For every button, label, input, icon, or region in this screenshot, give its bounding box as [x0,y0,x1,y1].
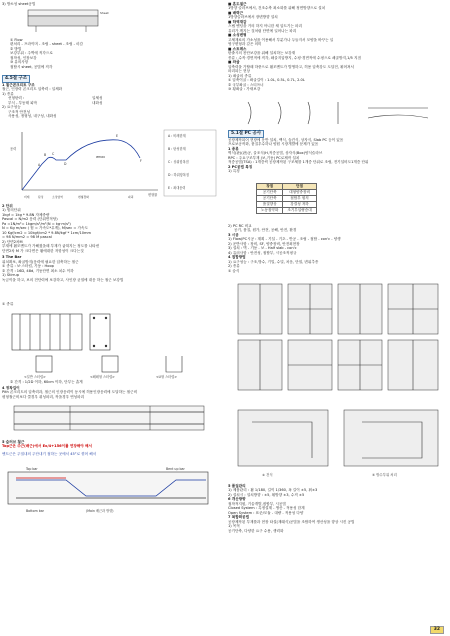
text-line: 공장제작된 부재를과 현장 타설(재래식)공법을 조합하여 생산성을 향상 시킨 공법 [228,519,355,524]
subsection-title: 7 복합화공법 [228,515,250,520]
caption: ① 종류 [2,302,14,306]
text-line: 철근, 인장력 콘크리트 압축력 : 일체화 [2,87,63,92]
item: 접착성, 인장보강 [10,55,37,60]
table-cell: 단점 [283,184,316,190]
buckling-diagram [238,100,438,126]
subsection-title: 4 정착길이 [2,386,20,390]
text-line: 유리가 깨지는 것처럼 단면에 일어나는 파괴 [228,28,297,33]
section-tag-4-5: 4.5절 구조 [2,75,30,83]
table-cell: 장점 [257,184,283,190]
text-line: 사용성, 정형성, 내구성, 내화성 [8,114,57,119]
text-line: 1방향슬라브에서 장변방향 설치 [228,15,278,20]
joint-caption: ③ 방수부위 처리 [372,473,397,477]
table-cell: 노동집약화 [257,208,283,214]
subsection-title: 4 접합방법 [228,255,246,260]
slab-label: Bent up bar [166,467,185,471]
text-line: 고체재료의 가소성을 이용해서 부분가나 두들겨서 모양을 바꾸는 일 [228,37,334,42]
text-line: ① 습식 [228,268,240,273]
slab-label: Bottom bar [26,509,44,513]
text-line: 탄출시의 찬단보강을 위해 설치하는 보강재 [228,51,296,56]
table-cell: 조기투입량증대 [283,208,316,214]
point-c: C [52,152,55,156]
text-line: 2) 요구성능 [2,105,21,110]
text-fragment: 부식 - 부동태 피막 [8,100,38,105]
text-line: 1) Flow(PC시공 : 계획 - 기설 - 기초 - 반공 - 조립 - 접합 - con'c - 양생 [228,237,341,242]
text-fragment: 선형탄력 : [8,96,25,101]
slab-label: (Main 배근과 방향) [86,509,114,513]
subsection-title: 6 개산방향 [228,497,246,502]
text-line: = 98 N/mm2 = 98 M pascal [2,235,52,240]
text-line: 영구변형과 같은 의미 [228,42,262,47]
axis-region: 소성영역 [52,195,63,199]
definition-term: ■ 좌굴 [228,60,240,65]
text-line: Pascal = N/m2 응력 (단위면적당) [2,217,58,222]
subsection-title: 2 PC공법 특징 [228,164,253,169]
text-line: 1) 요구성능 : 구조,방수, 기밀, 수밀, 차음, 단열, 변위추종 [228,259,319,264]
text-line: 종류 : 수직·경면적에 직각, 쇄골지압방지, 수평·경면적에 수평으로 쇄골방지,1/5 지점 [228,55,361,60]
subsection-title: 5 품질관리 [228,484,246,488]
text-fragment: 내화성 [92,100,103,105]
text-line: ① 종류 : 보·스터럽, 기둥 : Hoop [2,264,54,269]
subsection-title: 2 단위 [2,204,13,208]
axis-region: 탄성 [38,195,44,199]
table-cell: 공기단축 [257,196,283,202]
page-number: 32 [430,626,444,634]
text-line: RPC : 주요구조부재 (보,기둥) PC로제작 설치 [228,155,300,160]
definition-term: ■ 스트레스 [228,46,247,51]
text-line: 1) 목적 [228,524,240,529]
subsection-title: 1 철근콘크리트 구조 [2,83,35,87]
text-line: N = Kg m/sec ( 힘 = 가속도*무게), M/sec = 가속도 [2,226,88,231]
definition-term: ■ 흔도절근 [228,2,247,6]
item: ② 방법 [10,46,22,51]
text-line: 2) 종류 [228,264,240,269]
subsection-title: 5 슬러브 철근 [2,440,25,444]
text-line: ② 간격 : 1/2D 이하, 60cm 이하, 단부는 촘게 [10,380,83,384]
point-e: E [116,134,119,138]
legend-item: D : 하위항복점 [168,173,189,177]
definitions-list [228,2,446,92]
sigma-max: σmax [96,155,105,159]
stress-strain-graph [8,128,218,200]
text-line: Pa =1N/m²= 1kgm/s²/m²(N = kg·m/s²) [2,221,71,226]
text-line: 4) 유의사항 : 안전성, 접합부, 시공조직평규 [228,250,297,255]
highlight-text: 벤트근은 주열내의 주단내기 접하는 곳에서 45°로 꺾어 해서 [2,451,97,456]
point-b: B [44,153,47,157]
legend-item: C : 상위항복점 [168,160,189,164]
table-cell: 접합부 원칙 [283,196,316,202]
text-line: 스냅 벤딩을 거의 하지 아니한 채 압트기는 파괴 [228,24,302,29]
text-line: 2) 단면2차M [2,239,23,244]
item: 보강부위 : 주벽에 직각으로 [10,51,53,56]
sheet-diagram [26,6,109,34]
section-tag-5-1: 5.1절 PC 공사 [228,130,264,138]
stirrup-label: <U형 스터럽> [156,375,178,379]
point-a: A [38,163,41,167]
pc-quality [228,484,446,533]
text-line: 3) 설치 : 벽 - 기둥 - 보 - Half slab - con'c [228,246,297,251]
text-line: 2) 설치시 : 설치방향 : ±5, 휘방향 ±3, 수직 ±5 [228,492,305,497]
table-cell: 대형양중장비 [283,190,316,196]
table-cell: 품질향상 [257,202,283,208]
text-line: 부재에 휨모멘트가 가해졌을때 부재가 굽혀지는 정도를 나타낸 [2,244,100,249]
text-line: Closed System : 특정설계 - 생산 - 적용성 한계 [228,506,305,511]
table-cell: 공기단축 [257,190,283,196]
subsection-title: 3 시공 [228,232,239,237]
text-line: 공기, 품질, 원가, 안전, 공해, 안전, 환경 [234,228,297,233]
highlight-text: Top근은 주근(배근)에서 Ex/4+156이를 연장해야 해서 [2,444,92,449]
joint-caption: ② 건식 [262,473,273,477]
stirrup-label: <폐쇄형 스터럽> [90,375,115,379]
text-line: 단면2차 M 가 크다면은 휨에대한 저항성이 크다는것 [2,248,84,253]
text-line: 공장제작되어 현장에 운반 설치, 백식, 습건식, 상자식, Slab PC 등이 있음 [228,138,344,142]
text-line: ② 간격 : 16D, 48d, 기둥단면 최소 치수 이하 [2,268,74,273]
text-line: 평형철근비보다 클경우 취성파괴, 작을경우 연성파괴 [2,394,85,399]
axis-region: 변형경화 [78,195,89,199]
text-line: 접착적지원, 기술개발,접합부, 시공법 [228,501,286,506]
text-line: 2) PC RC 비교 [228,224,252,228]
stirrup-label: <일반 스터럽> [24,375,46,379]
slab-diagram [6,462,216,522]
text-line: 1) 종류 [2,91,14,96]
pc-section [228,138,446,174]
stirrup-diagram [6,310,216,378]
text-line: Pith 콘크리트의 압축력과, 철근의 인장응력이 동시에 허용인장응력에 도달하는 철근비 [2,390,138,395]
subsection-title: 3 The Bar [2,255,22,260]
item: ③ 유의사항 [10,60,29,65]
pc-construction [228,224,446,273]
table-row [257,208,317,214]
text-line: 프로보공작화, 품질우수하나 양원 시장개발에 문제가 있음 [228,142,319,147]
x-axis-label: 변형률 [148,193,158,197]
point-d: D [64,162,67,166]
text-line: 1) 좌굴의 종류 [228,73,252,78]
table-cell: 강결성 저하 [283,202,316,208]
item: 접합시 sheet, 공법에 직각 [10,64,53,69]
text-line: 1방향 슬라브에서, 건조수축 최소화를 위해 정면방향으로 설치 [228,6,326,11]
item: ① Flow [10,38,23,42]
y-axis-label: 응력 [10,147,17,151]
subsection-title: 1 종류 [228,146,239,151]
slab-label: Top bar [26,467,38,471]
text-line: 위치확보, 좌굴방지(응력에 필요한 압축하는 철근 [2,259,79,264]
item: 편처리 - 프라이머 - 조립 - sheet - 조립 - 마감 [10,42,84,47]
text-line: 1) 힘의단위 [2,208,21,213]
svg-text:Sheet: Sheet [100,11,109,15]
text-line: 벽식(판)(판)공, 골조식(H,적층공법, 상자식(Box)양식슬라브 [228,151,323,156]
text-line: 적층공법(TSA) : 1개층씩 공장제작된 구조체를 1개층 단위로 조립, 전기설비도1개층 단위 [228,160,369,165]
point-f: F [140,159,142,163]
axis-region: 파괴 [128,195,134,199]
text-line: 공기단축, 다양한 요구 수용, 생력화 [228,528,284,533]
text-line: ③ 횡좌굴 : 가새보강 [228,87,261,92]
anchorage-diagram [10,402,210,436]
text-line: Open System : 표준/모듈 - 대량 - 적용성 다양 [228,510,304,515]
text-line: 파괴되는 현상 [228,69,250,74]
pc-comparison-table [256,183,317,214]
text-line: 1kgf = 1kg * 9.8N 자체중량 [2,212,50,217]
text-line: 1) Stirrup [2,273,19,278]
legend-item: B : 탄성한계 [168,147,186,151]
text-line: 2) 운반사항 : 장비, SF, 양중장비, 안전최현장 [228,241,300,246]
unit-section [2,204,217,282]
axis-region: 비례 [24,195,30,199]
text-fragment: 일체성 [92,96,103,101]
text-line: ② 국부좌굴 : 스티프너 [228,82,264,87]
legend-item: E : 최대응력 [168,186,186,190]
text-line: 압축력을 가할때 하중으로 휨모멘트가 발생하고, 허용 압축강도 도달전, 휘어져서 [228,64,354,69]
text-line: 구조적 안전성 [8,109,30,114]
text-line: 1) 특징 [228,169,240,174]
definition-term: ■ 소성변형 [228,33,247,38]
definition-term: ■ 하역재감 [228,19,247,24]
joint-diagrams [232,282,444,478]
text-line: 1) 제품관리 : 휨 1/180, 길이 1/360, 폭 길이 ±5, 휘±3 [228,488,318,493]
text-line: 10 Kgf/cm2 = 10kgf/cm2 * 9.8N/kgf * 1cm/10mm [2,230,92,235]
heading-text: 3) 방소성 sheet공법 [2,2,36,6]
legend-item: A : 비례한계 [168,134,186,138]
text-line: ① 압축이굴 : 좌굴길이 : 1.0L, 0.5L, 0.7L, 2.0L [228,78,305,83]
definition-term: ■ 배력근 [228,10,244,15]
text-line: 녹금이을 하고, 보의 전단력에 보강하고, 사인장 균열에 대응 하는 철근 보강법 [2,277,124,282]
